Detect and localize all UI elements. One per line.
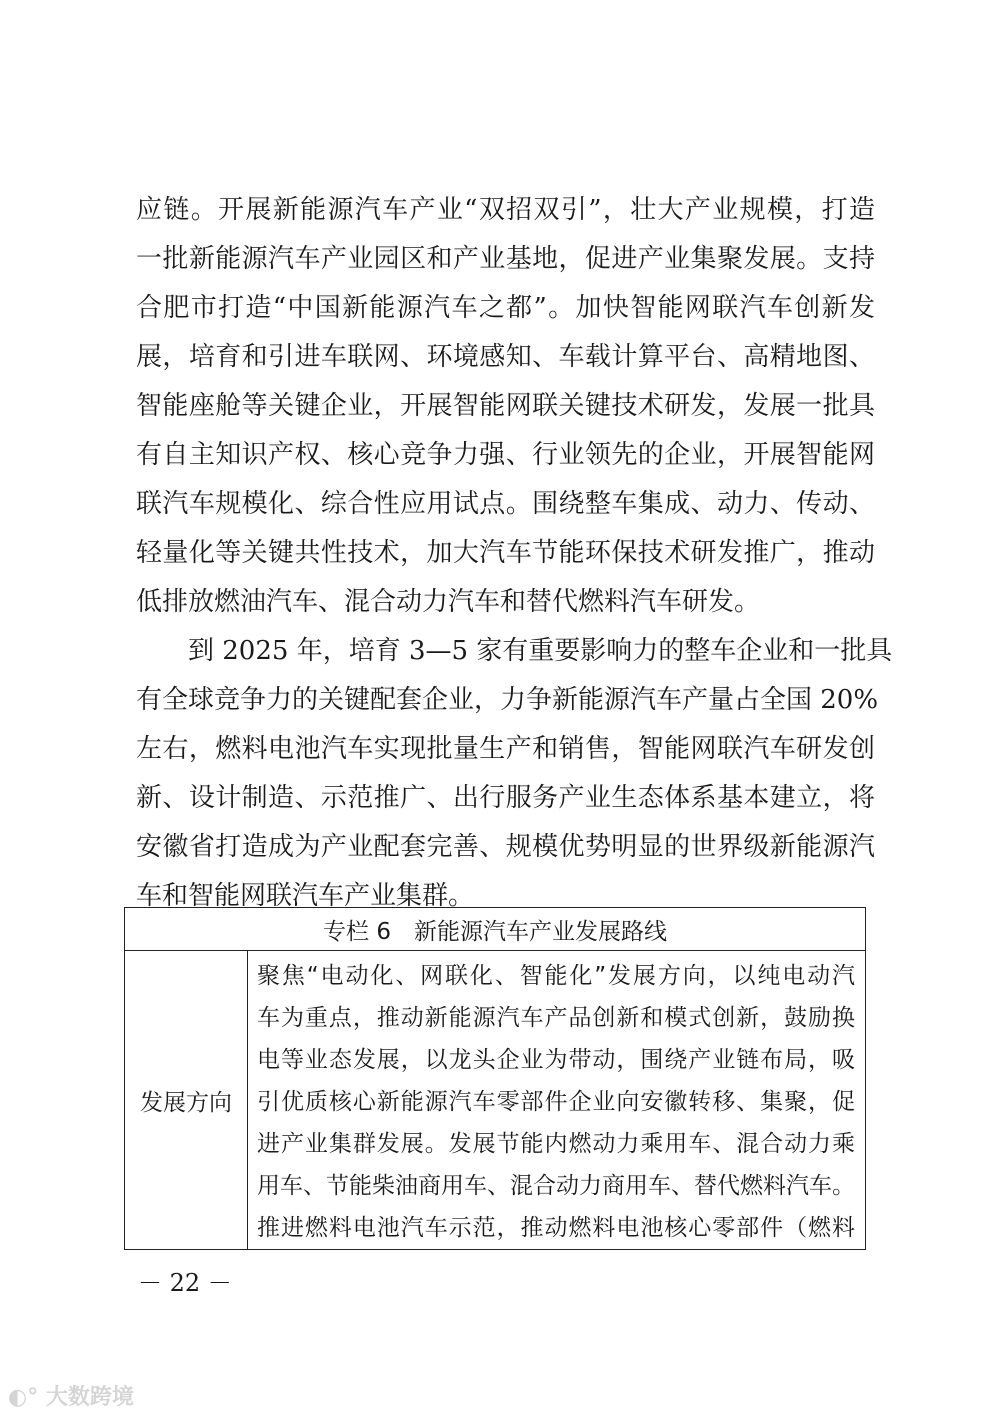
text-line: 新、设计制造、示范推广、出行服务产业生态体系基本建立，将 [136,783,875,813]
text-line: 低排放燃油汽车、混合动力汽车和替代燃料汽车研发。 [136,587,761,617]
table-text-line: 引优质核心新能源汽车零部件企业向安徽转移、集聚，促 [257,1089,855,1115]
text-line: 安徽省打造成为产业配套完善、规模优势明显的世界级新能源汽 [136,832,875,862]
paragraph-1 [136,186,875,627]
watermark-icon: ◐° [8,1385,39,1410]
table-text-line: 电等业态发展，以龙头企业为带动，围绕产业链布局，吸 [257,1047,855,1073]
paragraph-2 [136,627,893,921]
text-line: 车和智能网联汽车产业集群。 [136,881,475,911]
text-line: 一批新能源汽车产业园区和产业基地，促进产业集聚发展。支持 [136,244,875,274]
table-text-line: 用车、节能柴油商用车、混合动力商用车、替代燃料汽车。 [257,1173,855,1199]
text-line: 左右，燃料电池汽车实现批量生产和销售，智能网联汽车研发创 [136,734,875,764]
text-line: 智能座舱等关键企业，开展智能网联关键技术研发，发展一批具 [136,391,875,421]
text-line: 应链。开展新能源汽车产业“双招双引”，壮大产业规模，打造 [136,195,875,225]
body-text [136,186,893,921]
text-line: 展，培育和引进车联网、环境感知、车载计算平台、高精地图、 [136,342,875,372]
text-line: 联汽车规模化、综合性应用试点。围绕整车集成、动力、传动、 [136,489,875,519]
row-label: 发展方向 [125,951,248,1250]
text-line: 合肥市打造“中国新能源汽车之都”。加快智能网联汽车创新发 [136,293,875,323]
watermark-logo [8,1380,134,1411]
text-line: 有自主知识产权、核心竞争力强、行业领先的企业，开展智能网 [136,440,875,470]
table-text-line: 推进燃料电池汽车示范，推动燃料电池核心零部件（燃料 [257,1215,855,1241]
table-title: 专栏 6 新能源汽车产业发展路线 [125,908,866,951]
table-text-line: 进产业集群发展。发展节能内燃动力乘用车、混合动力乘 [257,1131,855,1157]
feature-box-table [124,907,866,1250]
text-line: 轻量化等关键共性技术，加大汽车节能环保技术研发推广，推动 [136,538,875,568]
table-text-line: 聚焦“电动化、网联化、智能化”发展方向，以纯电动汽 [257,963,855,989]
table-text-line: 车为重点，推动新能源汽车产品创新和模式创新，鼓励换 [257,1005,855,1031]
text-line: 有全球竞争力的关键配套企业，力争新能源汽车产量占全国 20% [136,685,879,715]
page-number: － 22 － [138,1269,232,1297]
watermark-text: 大数跨境 [45,1385,134,1410]
row-content [248,951,866,1250]
text-line: 到 2025 年，培育 3—5 家有重要影响力的整车企业和一批具 [136,636,893,666]
